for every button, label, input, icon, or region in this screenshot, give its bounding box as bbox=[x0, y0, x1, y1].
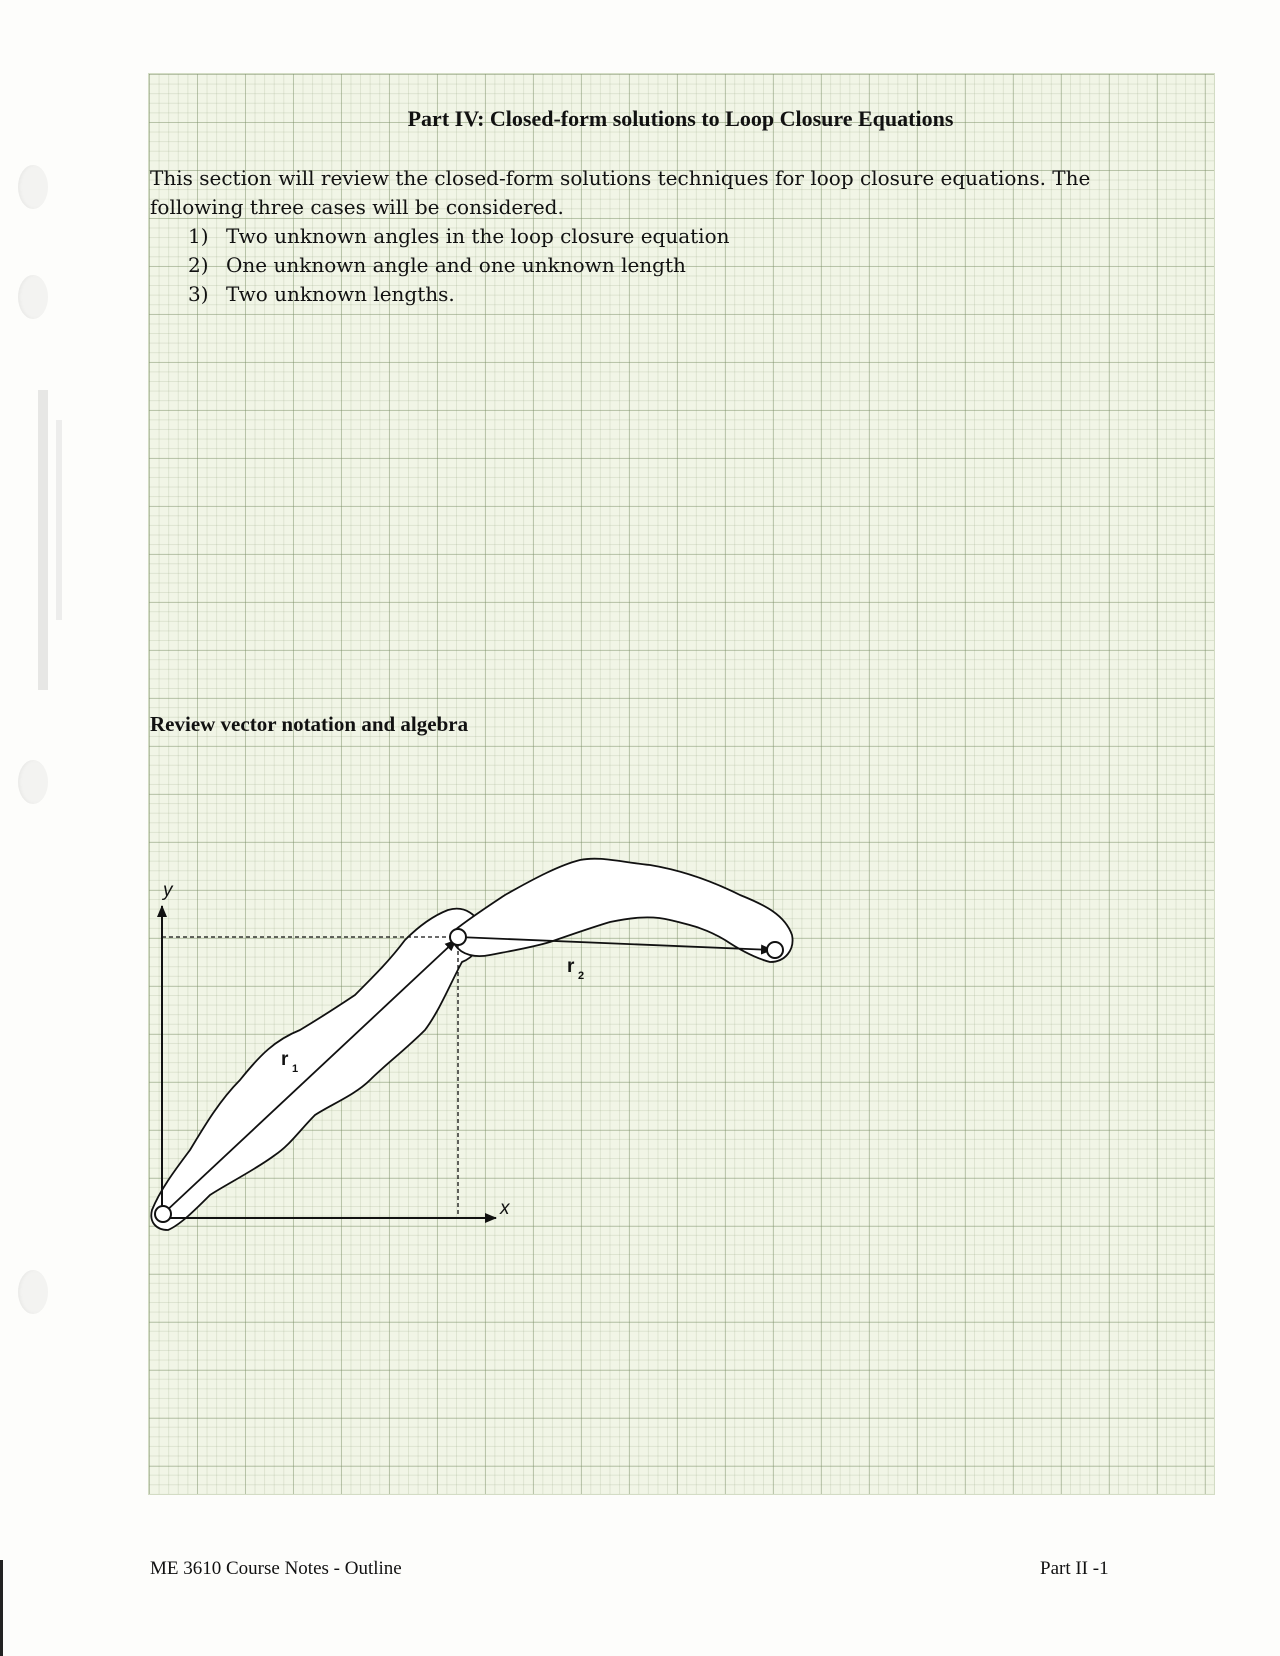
pin-joint-origin bbox=[155, 1206, 171, 1222]
list-item-number: 3) bbox=[188, 282, 209, 306]
list-item-text: Two unknown lengths. bbox=[226, 282, 455, 306]
vector-r2-subscript: 2 bbox=[578, 970, 585, 982]
footer-page-number: Part II -1 bbox=[1040, 1558, 1109, 1579]
scan-edge-mark bbox=[0, 1560, 3, 1656]
vector-r1-arrow bbox=[163, 940, 456, 1214]
list-item-number: 2) bbox=[188, 253, 209, 277]
list-item-number: 1) bbox=[188, 224, 209, 248]
footer-course-title: ME 3610 Course Notes - Outline bbox=[150, 1558, 402, 1579]
x-axis-label: x bbox=[500, 1198, 510, 1219]
page-title: Part IV: Closed-form solutions to Loop Closure Equations bbox=[407, 106, 954, 131]
intro-paragraph: This section will review the closed-form solutions techniques for loop closure equations. The following three cases will be considered. bbox=[150, 166, 1091, 219]
vector-r1-label: r bbox=[281, 1049, 289, 1070]
vector-r1-subscript: 1 bbox=[292, 1063, 299, 1075]
y-axis-label: y bbox=[163, 880, 173, 901]
link-2-body bbox=[455, 859, 793, 962]
pin-joint-middle bbox=[450, 929, 466, 945]
list-item-text: Two unknown angles in the loop closure equation bbox=[226, 224, 730, 248]
section-heading: Review vector notation and algebra bbox=[150, 712, 469, 736]
vector-r2-label: r bbox=[567, 956, 575, 977]
list-item-text: One unknown angle and one unknown length bbox=[226, 253, 686, 277]
pin-joint-end bbox=[767, 942, 783, 958]
